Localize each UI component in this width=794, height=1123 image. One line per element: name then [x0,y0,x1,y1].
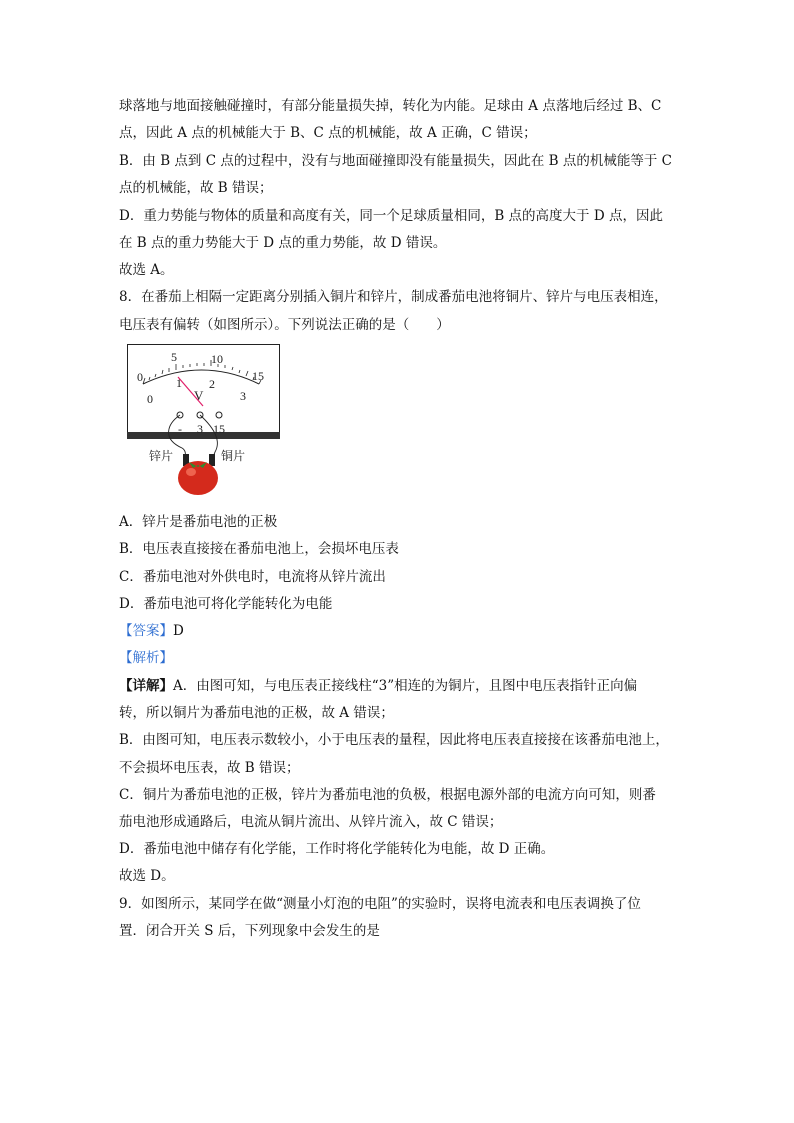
scale-top-15: 15 [252,369,264,383]
detail-tag: 【详解】 [119,678,173,694]
scale-bottom-1: 1 [176,376,182,390]
zinc-label: 锌片 [149,449,174,463]
q8-option-c: C．番茄电池对外供电时，电流将从锌片流出 [119,569,386,585]
prev-line-4: 点的机械能，故 B 错误； [119,180,273,196]
q9-stem-1: 9．如图所示，某同学在做“测量小灯泡的电阻”的实验时，误将电流表和电压表调换了位 [119,896,641,912]
voltmeter-body [128,345,280,437]
prev-line-6: 在 B 点的重力势能大于 D 点的重力势能，故 D 错误。 [119,235,447,251]
q8-option-d: D．番茄电池可将化学能转化为电能 [119,596,333,612]
detail-line-6: 茄电池形成通路后，电流从铜片流出、从锌片流入，故 C 错误； [119,814,503,830]
scale-top-5: 5 [171,350,177,364]
terminal-label-3: 3 [197,422,203,436]
voltmeter-tomato-figure [127,344,282,504]
scale-bottom-0: 0 [147,392,153,406]
copper-plate [209,454,215,466]
detail-line-7: D．番茄电池中储存有化学能，工作时将化学能转化为电能，故 D 正确。 [119,841,555,857]
terminal-label-negative: - [178,422,182,436]
scale-bottom-3: 3 [240,389,246,403]
prev-line-3: B．由 B 点到 C 点的过程中，没有与地面碰撞即没有能量损失，因此在 B 点的机械能等于 C [119,153,672,169]
answer-line [119,622,184,640]
voltmeter-diagram [127,344,282,504]
answer-value: D [173,623,184,639]
q8-stem-1: 8．在番茄上相隔一定距离分别插入铜片和锌片，制成番茄电池将铜片、锌片与电压表相连， [119,289,668,305]
detail-line-5: C．铜片为番茄电池的正极，锌片为番茄电池的负极，根据电源外部的电流方向可知，则番 [119,787,656,803]
q8-stem-2: 电压表有偏转（如图所示）。下列说法正确的是（ ） [119,317,450,333]
prev-line-1: 球落地与地面接触碰撞时，有部分能量损失掉，转化为内能。足球由 A 点落地后经过 B、C [119,98,662,114]
analysis-tag: 【解析】 [119,650,173,666]
detail-line-2: 转，所以铜片为番茄电池的正极，故 A 错误； [119,705,394,721]
scale-top-10: 10 [211,352,223,366]
detail-line-4: 不会损坏电压表，故 B 错误； [119,760,300,776]
q8-option-b: B．电压表直接接在番茄电池上，会损坏电压表 [119,541,399,557]
voltmeter-base [127,432,280,439]
terminal-15 [216,412,222,418]
scale-bottom-2: 2 [209,377,215,391]
detail-line-1 [119,677,637,695]
terminal-label-15: 15 [213,422,225,436]
copper-label: 铜片 [221,449,246,463]
scale-top-0: 0 [137,370,143,384]
detail-line-3: B．由图可知，电压表示数较小，小于电压表的量程，因此将电压表直接接在该番茄电池上， [119,732,669,748]
answer-tag: 【答案】 [119,623,173,639]
prev-conclusion: 故选 A。 [119,262,174,278]
detail-conclusion: 故选 D。 [119,868,175,884]
prev-line-2: 点，因此 A 点的机械能大于 B、C 点的机械能，故 A 正确，C 错误； [119,125,537,141]
q9-stem-2: 置．闭合开关 S 后，下列现象中会发生的是 [119,923,380,939]
q8-option-a: A．锌片是番茄电池的正极 [119,514,278,530]
detail-text-1: A．由图可知，与电压表正接线柱“3”相连的为铜片，且图中电压表指针正向偏 [173,678,638,694]
prev-line-5: D．重力势能与物体的质量和高度有关，同一个足球质量相同，B 点的高度大于 D 点，因此 [119,208,663,224]
unit-label: V [194,388,204,403]
